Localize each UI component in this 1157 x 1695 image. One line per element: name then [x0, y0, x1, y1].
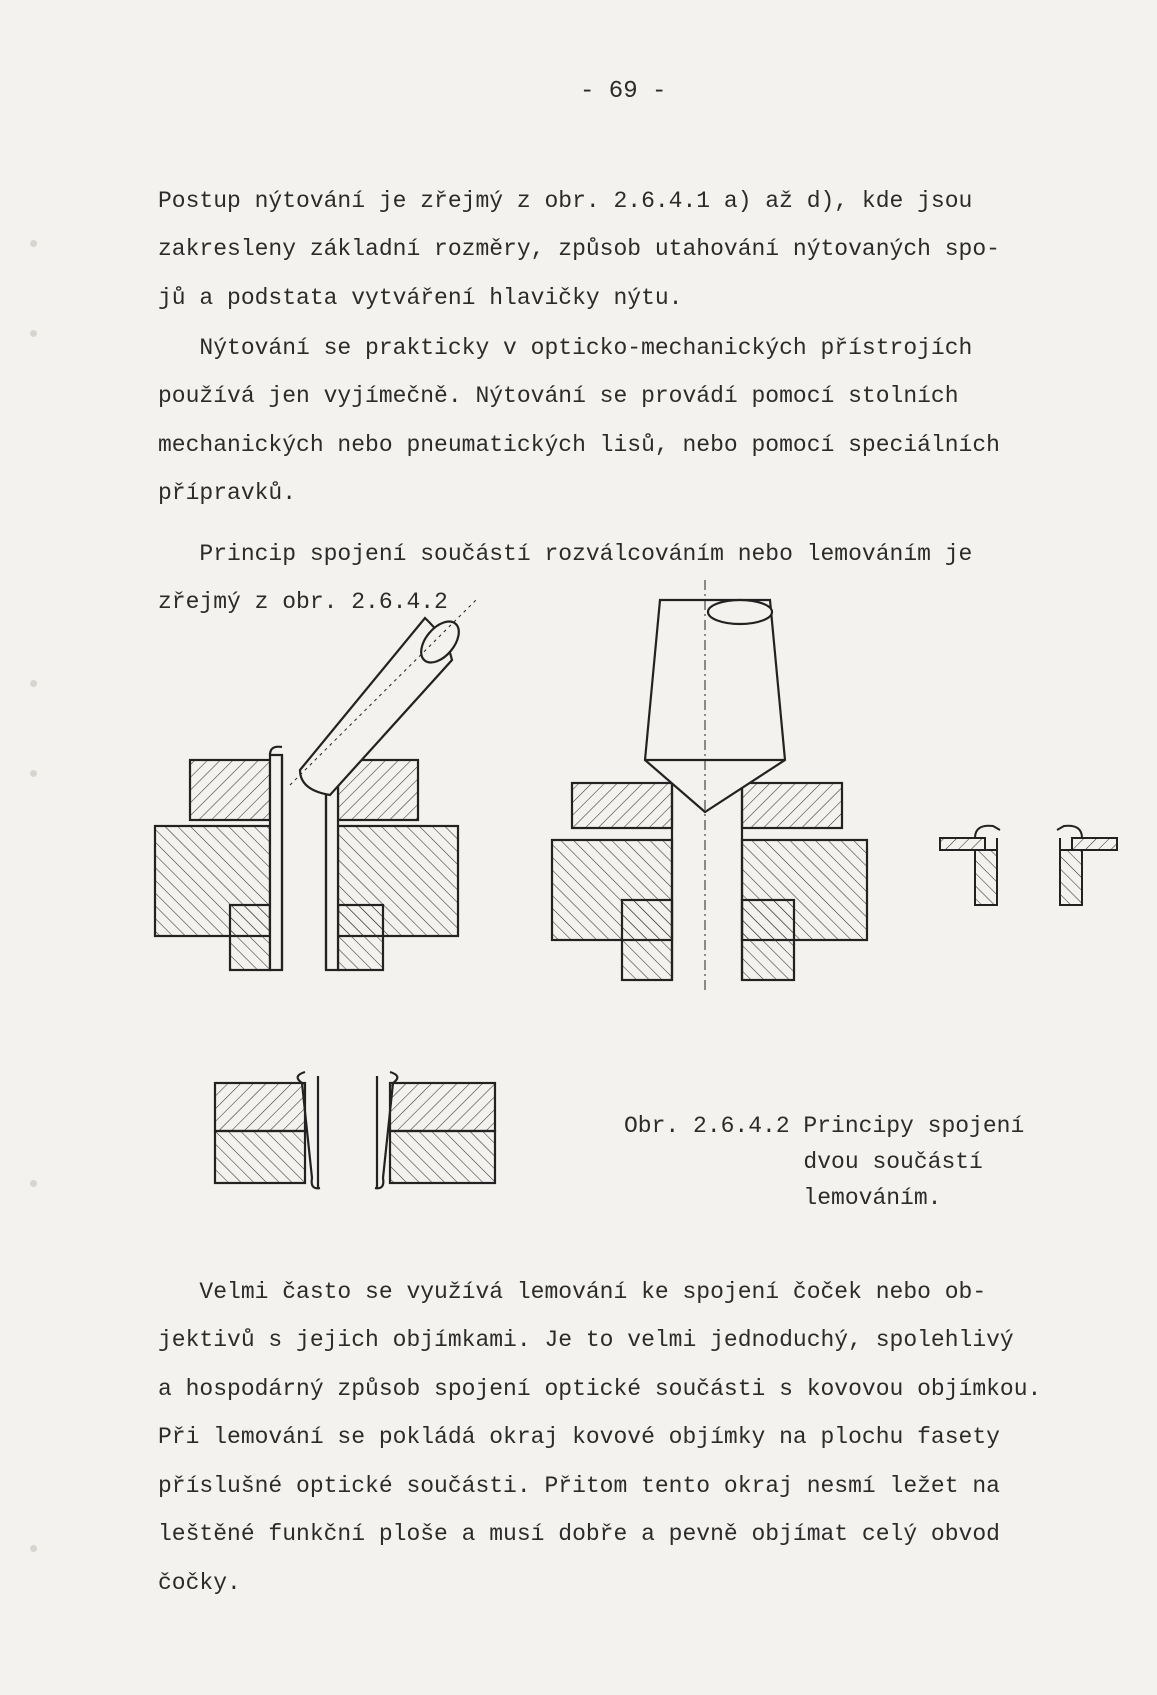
text-line: jektivů s jejich objímkami. Je to velmi jednoduchý, spolehlivý: [158, 1327, 1014, 1353]
text-line: čočky.: [158, 1569, 241, 1596]
binder-hole-mark: [30, 770, 37, 777]
binder-hole-mark: [30, 240, 37, 247]
text-line: Princip spojení součástí rozválcováním nebo lemováním je: [158, 540, 973, 567]
rolling-drawing: [155, 598, 478, 970]
text-line: zřejmý z obr. 2.6.4.2: [158, 589, 448, 615]
sleeve-drawing: [940, 826, 1117, 905]
text-line: Při lemování se pokládá okraj kovové objímky na plochu fasety: [158, 1424, 1000, 1450]
flaring-drawing: [552, 580, 867, 990]
caption-line: lemováním.: [624, 1185, 942, 1211]
binder-hole-mark: [30, 1545, 37, 1552]
text-line: příslušné optické součásti. Přitom tento okraj nesmí ležet na: [158, 1472, 1000, 1499]
figure-caption: [624, 1072, 1024, 1216]
binder-hole-mark: [30, 1180, 37, 1187]
paragraph-hemming-lenses: [158, 1219, 1098, 1607]
text-line: používá jen vyjímečně. Nýtování se provádí pomocí stolních: [158, 383, 959, 409]
text-line: Nýtování se prakticky v opticko-mechanických přístrojích: [158, 334, 973, 361]
text-line: mechanických nebo pneumatických lisů, nebo pomocí speciálních: [158, 431, 1000, 458]
caption-line: Obr. 2.6.4.2 Principy spojení: [624, 1113, 1025, 1139]
hemmed-joint-drawing: [215, 1072, 495, 1188]
text-line: Velmi často se využívá lemování ke spojení čoček nebo ob-: [158, 1278, 987, 1305]
binder-hole-mark: [30, 330, 37, 337]
text-line: Postup nýtování je zřejmý z obr. 2.6.4.1 a) až d), kde jsou: [158, 187, 973, 214]
binder-hole-mark: [30, 680, 37, 687]
page-number: - 69 -: [580, 78, 667, 105]
text-line: a hospodárný způsob spojení optické součásti s kovovou objímkou.: [158, 1375, 1042, 1402]
text-line: leštěné funkční ploše a musí dobře a pevně objímat celý obvod: [158, 1521, 1000, 1547]
text-line: přípravků.: [158, 480, 297, 506]
caption-line: dvou součástí: [624, 1149, 983, 1175]
text-line: jů a podstata vytváření hlavičky nýtu.: [158, 284, 683, 311]
text-line: zakresleny základní rozměry, způsob utahování nýtovaných spo-: [158, 236, 1000, 262]
